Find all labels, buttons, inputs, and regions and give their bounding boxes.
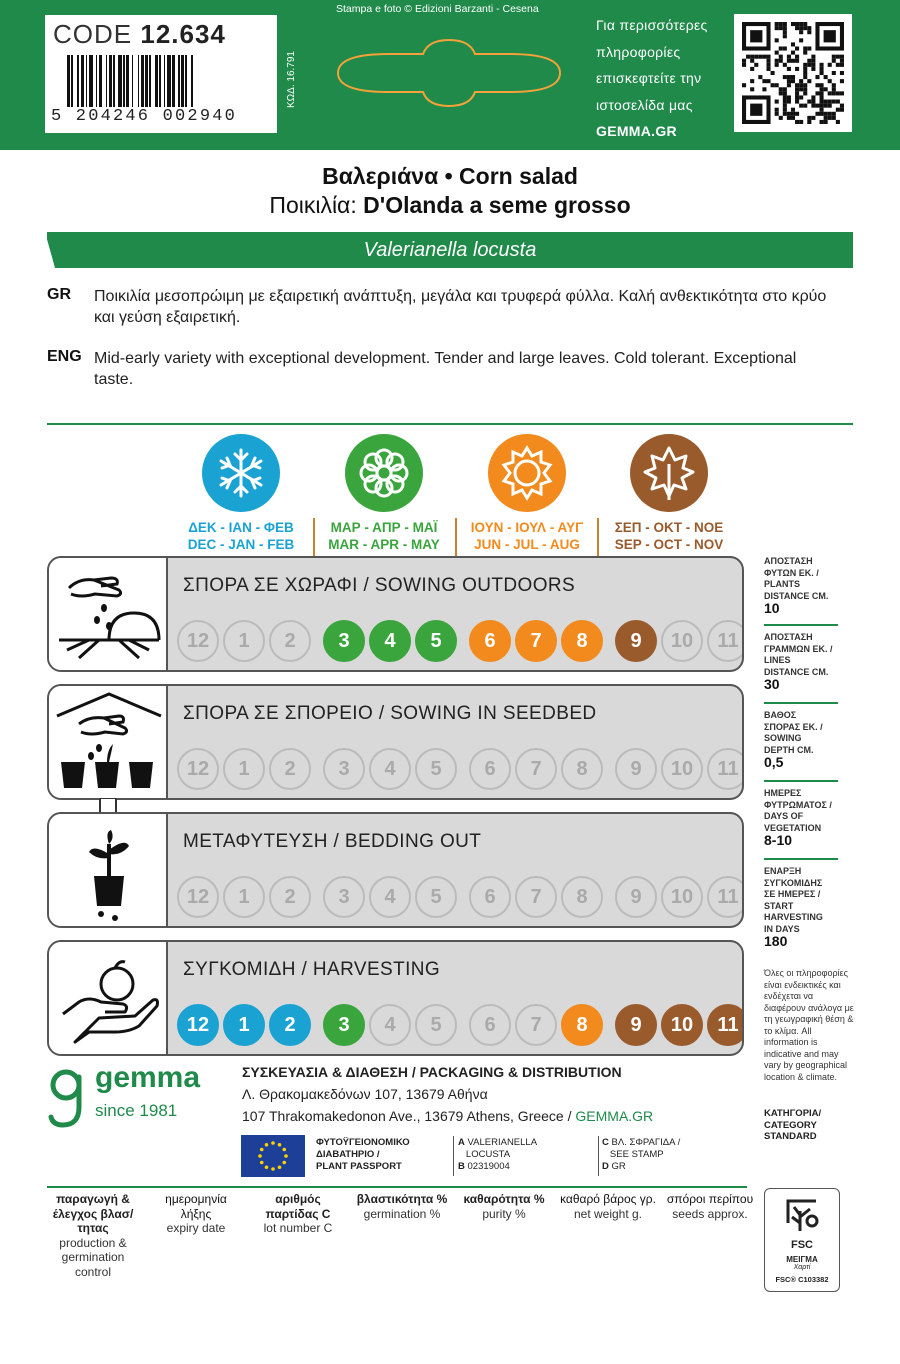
row-title: ΣΠΟΡΑ ΣΕ ΧΩΡΑΦΙ / SOWING OUTDOORS — [183, 575, 576, 596]
month-4: 4 — [369, 620, 411, 662]
harvesting-icon — [49, 942, 168, 1054]
col-seeds: σπόροι περίπου seeds approx. — [666, 1192, 754, 1221]
month-strip — [177, 620, 744, 662]
month-11: 11 — [707, 620, 744, 662]
month-9: 9 — [615, 1004, 657, 1046]
snowflake-icon — [202, 434, 280, 512]
hang-hole-outline — [328, 36, 570, 110]
month-7: 7 — [515, 748, 557, 790]
since-label: since 1981 — [95, 1101, 178, 1120]
month-8: 8 — [561, 620, 603, 662]
month-3: 3 — [323, 620, 365, 662]
sun-icon — [488, 434, 566, 512]
month-5: 5 — [415, 876, 457, 918]
month-12: 12 — [177, 748, 219, 790]
barcode-number: 5 204246 002940 — [51, 107, 238, 126]
row-sowing-seedbed — [47, 684, 744, 800]
side-divider — [764, 624, 838, 626]
month-9: 9 — [615, 748, 657, 790]
row-title: ΣΥΓΚΟΜΙΔΗ / HARVESTING — [183, 959, 441, 980]
season-winter: ΔΕΚ - ΙΑΝ - ΦΕΒ DEC - JAN - FEB — [187, 520, 295, 552]
print-credit: Stampa e foto © Edizioni Barzanti - Cesena — [336, 3, 539, 15]
month-10: 10 — [661, 876, 703, 918]
sowing-outdoors-icon — [49, 558, 168, 670]
side-divider — [764, 858, 838, 860]
month-3: 3 — [323, 748, 365, 790]
month-9: 9 — [615, 876, 657, 918]
side-divider — [764, 780, 838, 782]
month-4: 4 — [369, 748, 411, 790]
month-1: 1 — [223, 876, 265, 918]
month-2: 2 — [269, 876, 311, 918]
website-link[interactable]: GEMMA.GR — [596, 123, 677, 139]
month-8: 8 — [561, 748, 603, 790]
pp-divider — [598, 1136, 599, 1176]
season-autumn: ΣΕΠ - ΟΚΤ - ΝΟΕ SEP - OCT - NOV — [614, 520, 724, 552]
address-en: 107 Thrakomakedonon Ave., 13679 Athens, Greece / GEMMA.GR — [242, 1108, 654, 1124]
kod-number: ΚΩΔ. 16.791 — [286, 51, 297, 108]
month-4: 4 — [369, 1004, 411, 1046]
plant-distance: ΑΠΟΣΤΑΣΗ ΦΥΤΩΝ ΕΚ. / PLANTS DISTANCE CM. 10 — [764, 556, 852, 615]
month-2: 2 — [269, 1004, 311, 1046]
eu-flag-icon — [241, 1135, 305, 1177]
month-6: 6 — [469, 620, 511, 662]
month-5: 5 — [415, 1004, 457, 1046]
month-8: 8 — [561, 876, 603, 918]
plant-passport-label: ΦΥΤΟΫΓΕΙΟΝΟΜΙΚΟ ΔΙΑΒΑΤΗΡΙΟ / PLANT PASSPORT — [316, 1137, 410, 1172]
col-expiry: ημερομηνία λήξης expiry date — [165, 1192, 227, 1235]
latin-name: Valerianella locusta — [47, 232, 853, 268]
month-12: 12 — [177, 620, 219, 662]
line-distance: ΑΠΟΣΤΑΣΗ ΓΡΑΜΜΩΝ ΕΚ. / LINES DISTANCE CM. 30 — [764, 632, 852, 691]
row-bedding-out — [47, 812, 744, 928]
row-sowing-outdoors — [47, 556, 744, 672]
month-6: 6 — [469, 748, 511, 790]
divider — [47, 423, 853, 425]
month-2: 2 — [269, 620, 311, 662]
month-12: 12 — [177, 876, 219, 918]
season-spring: ΜΑΡ - ΑΠΡ - ΜΑΪ MAR - APR - MAY — [328, 520, 440, 552]
barcode — [67, 55, 259, 107]
month-6: 6 — [469, 1004, 511, 1046]
month-strip — [177, 1004, 744, 1046]
gemma-g-icon — [47, 1067, 85, 1129]
sowing-depth: ΒΑΘΟΣ ΣΠΟΡΑΣ ΕΚ. / SOWING DEPTH CM. 0,5 — [764, 710, 852, 769]
month-9: 9 — [615, 620, 657, 662]
col-lot: αριθμός παρτίδας C lot number C — [263, 1192, 333, 1235]
month-11: 11 — [707, 876, 744, 918]
month-7: 7 — [515, 620, 557, 662]
footer-website-link[interactable]: GEMMA.GR — [575, 1108, 654, 1124]
start-harvesting: ΕΝΑΡΞΗ ΣΥΓΚΟΜΙΔΗΣ ΣΕ ΗΜΕΡΕΣ / START HARVESTING IN DAYS 180 — [764, 866, 852, 948]
plant-passport-c-d: C ΒΛ. ΣΦΡΑΓΙΔΑ / SEE STAMP D GR — [602, 1137, 681, 1172]
footer-divider — [47, 1186, 747, 1188]
packaging-heading: ΣΥΣΚΕΥΑΣΙΑ & ΔΙΑΘΕΣΗ / PACKAGING & DISTRIBUTION — [242, 1064, 622, 1080]
col-production: παραγωγή & έλεγχος βλασ/τητας production & germination control — [52, 1192, 134, 1279]
row-title: ΜΕΤΑΦΥΤΕΥΣΗ / BEDDING OUT — [183, 831, 482, 852]
brand-name: gemma — [95, 1061, 201, 1094]
month-6: 6 — [469, 876, 511, 918]
month-10: 10 — [661, 620, 703, 662]
qr-code[interactable] — [734, 14, 852, 132]
col-net-weight: καθαρό βάρος γρ. net weight g. — [560, 1192, 656, 1221]
plant-distance-value: 10 — [764, 600, 780, 616]
product-code: CODE 12.634 — [53, 19, 226, 49]
month-7: 7 — [515, 876, 557, 918]
info-text: Για περισσότερες πληροφορίες επισκεφτείτε την ιστοσελίδα μας GEMMA.GR — [596, 12, 708, 145]
month-5: 5 — [415, 748, 457, 790]
month-strip — [177, 876, 744, 918]
month-12: 12 — [177, 1004, 219, 1046]
bedding-out-icon — [49, 814, 168, 926]
category-label: ΚΑΤΗΓΟΡΙΑ/ CATEGORY STANDARD — [764, 1108, 822, 1142]
product-title: Βαλεριάνα • Corn salad — [322, 163, 578, 189]
plant-passport-a-b: A VALERIANELLA LOCUSTA B 02319004 — [458, 1137, 538, 1172]
month-1: 1 — [223, 748, 265, 790]
fsc-logo: FSC ΜΕΙΓΜΑ Χαρτί FSC® C103382 — [764, 1188, 840, 1292]
month-1: 1 — [223, 1004, 265, 1046]
code-box — [45, 15, 277, 133]
leaf-icon — [630, 434, 708, 512]
days-vegetation-value: 8-10 — [764, 832, 793, 848]
month-1: 1 — [223, 620, 265, 662]
month-3: 3 — [323, 1004, 365, 1046]
row-harvesting — [47, 940, 744, 1056]
month-10: 10 — [661, 1004, 703, 1046]
line-distance-value: 30 — [764, 676, 780, 692]
col-germination: βλαστικότητα % germination % — [356, 1192, 448, 1221]
sowing-depth-value: 0,5 — [764, 754, 784, 770]
month-11: 11 — [707, 748, 744, 790]
flower-icon — [345, 434, 423, 512]
gr-description: Ποικιλία μεσοπρώιμη με εξαιρετική ανάπτυξη, μεγάλα και τρυφερά φύλλα. Καλή ανθεκτικότητα στο κρύο και γεύση εξαιρετική. — [94, 288, 827, 326]
month-10: 10 — [661, 748, 703, 790]
month-11: 11 — [707, 1004, 744, 1046]
side-divider — [764, 702, 838, 704]
address-gr: Λ. Θρακομακεδόνων 107, 13679 Αθήνα — [242, 1086, 488, 1102]
month-5: 5 — [415, 620, 457, 662]
month-strip — [177, 748, 744, 790]
variety-title: Ποικιλία: D'Olanda a seme grosso — [269, 192, 631, 218]
col-purity: καθαρότητα % purity % — [463, 1192, 545, 1221]
pp-divider — [453, 1136, 454, 1176]
days-vegetation: ΗΜΕΡΕΣ ΦΥΤΡΩΜΑΤΟΣ / DAYS OF VEGETATION 8-10 — [764, 788, 852, 847]
season-summer: ΙΟΥΝ - ΙΟΥΛ - ΑΥΓ JUN - JUL - AUG — [470, 520, 584, 552]
month-7: 7 — [515, 1004, 557, 1046]
month-4: 4 — [369, 876, 411, 918]
seedbed-icon — [49, 686, 168, 798]
row-title: ΣΠΟΡΑ ΣΕ ΣΠΟΡΕΙΟ / SOWING IN SEEDBED — [183, 703, 597, 724]
start-harvesting-value: 180 — [764, 933, 788, 949]
month-2: 2 — [269, 748, 311, 790]
en-label: ENG — [47, 348, 82, 365]
en-description: Mid-early variety with exceptional development. Tender and large leaves. Cold tolerant. Exceptional taste. — [94, 350, 797, 388]
gr-label: GR — [47, 286, 71, 303]
disclaimer-note: Όλες οι πληροφορίες είναι ενδεικτικές και ενδέχεται να διαφέρουν ανάλογα με τη γεωγραφική θέση & το κλίμα. All information is indicative and may vary by geographical location & climate. — [764, 968, 854, 1082]
month-8: 8 — [561, 1004, 603, 1046]
fsc-tree-icon — [780, 1193, 824, 1237]
month-3: 3 — [323, 876, 365, 918]
